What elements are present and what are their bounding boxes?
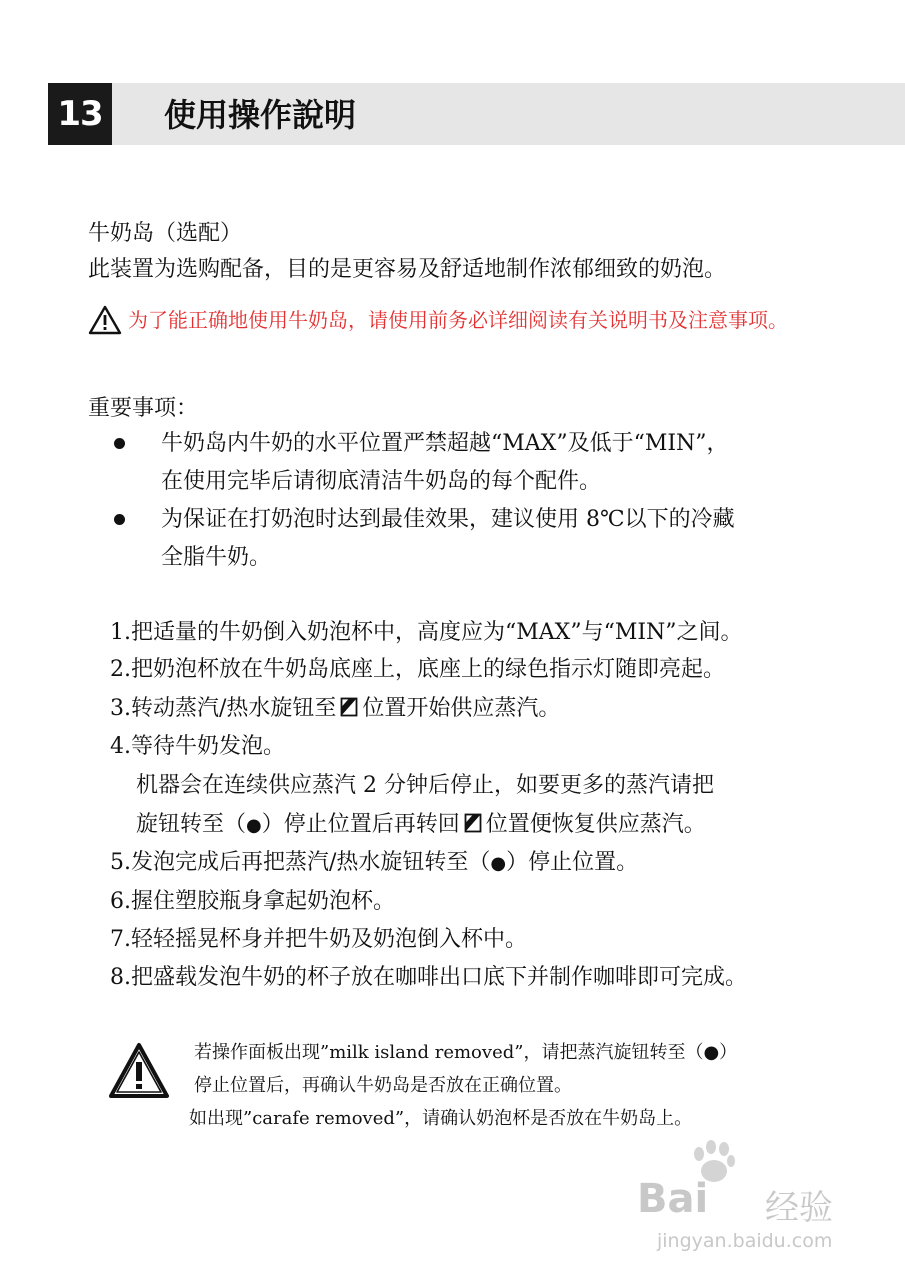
warning-text: 为了能正确地使用牛奶岛，请使用前务必详细阅读有关说明书及注意事项。	[128, 308, 788, 332]
baidu-jingyan-watermark	[637, 1140, 847, 1260]
important-heading: 重要事项：	[88, 396, 199, 421]
step-6: 6.握住塑胶瓶身拿起奶泡杯。	[110, 889, 396, 914]
stop-dot-symbol: ●	[246, 815, 262, 836]
stop-dot-symbol: ●	[490, 853, 507, 874]
bullet-dot	[114, 514, 125, 525]
step-7: 7.轻轻摇晃杯身并把牛奶及奶泡倒入杯中。	[110, 927, 528, 952]
step-5: 5.发泡完成后再把蒸汽/热水旋钮转至（●）停止位置。	[110, 850, 639, 875]
warning-triangle-icon	[88, 305, 122, 335]
step-3: 3.转动蒸汽/热水旋钮至 位置开始供应蒸汽。	[110, 696, 561, 721]
section-number-badge: 13	[48, 83, 112, 145]
step-4: 4.等待牛奶发泡。	[110, 734, 286, 759]
watermark-brand-right: 经验	[765, 1188, 833, 1228]
bullet-2-line-2: 全脂牛奶。	[161, 545, 272, 570]
description: 此装置为选购配备，目的是更容易及舒适地制作浓郁细致的奶泡。	[88, 257, 727, 282]
note-line-2: 停止位置后，再确认牛奶岛是否放在正确位置。	[194, 1075, 572, 1096]
step-1: 1.把适量的牛奶倒入奶泡杯中，高度应为“MAX”与“MIN”之间。	[110, 620, 743, 645]
step-4-detail-2: 旋钮转至（●）停止位置后再转回 位置便恢复供应蒸汽。	[136, 812, 706, 837]
watermark-url: jingyan.baidu.com	[657, 1230, 833, 1252]
note-line-1: 若操作面板出现”milk island removed”，请把蒸汽旋钮转至（●）	[194, 1042, 738, 1063]
warning-line	[88, 305, 788, 335]
stop-dot-symbol: ●	[703, 1042, 720, 1063]
caution-triangle-icon	[108, 1042, 170, 1100]
bullet-2-line-1: 为保证在打奶泡时达到最佳效果，建议使用 8℃以下的冷藏	[161, 507, 735, 532]
section-title: 使用操作說明	[164, 96, 357, 134]
step-4-detail-1: 机器会在连续供应蒸汽 2 分钟后停止，如要更多的蒸汽请把	[136, 773, 714, 798]
bullet-1-line-2: 在使用完毕后请彻底清洁牛奶岛的每个配件。	[161, 469, 602, 494]
steam-position-icon	[340, 697, 358, 717]
steam-position-icon	[464, 813, 482, 833]
bullet-1-line-1: 牛奶岛内牛奶的水平位置严禁超越“MAX”及低于“MIN”，	[161, 431, 729, 456]
bullet-dot	[114, 438, 125, 449]
step-2: 2.把奶泡杯放在牛奶岛底座上，底座上的绿色指示灯随即亮起。	[110, 657, 726, 682]
step-8: 8.把盛载发泡牛奶的杯子放在咖啡出口底下并制作咖啡即可完成。	[110, 965, 748, 990]
watermark-brand-left: Bai	[637, 1176, 709, 1222]
note-line-3: 如出现”carafe removed”，请确认奶泡杯是否放在牛奶岛上。	[189, 1108, 693, 1129]
subtitle: 牛奶岛（选配）	[88, 221, 243, 246]
